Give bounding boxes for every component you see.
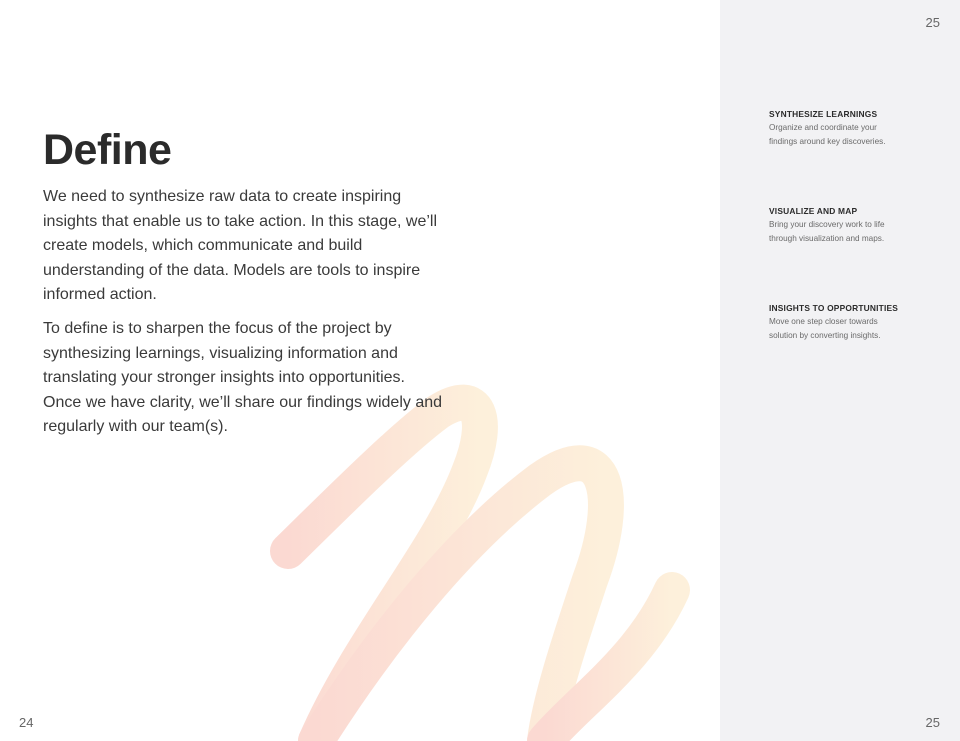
description-line: findings around key discoveries.	[769, 136, 886, 146]
page-title: Define	[43, 126, 172, 174]
define-paragraph: To define is to sharpen the focus of the project by synthesizing learnings, visualizing information and translating your stronger insights into opportunities. Once we have clarity, we’ll share our findings widely and regularly with our team(s).	[43, 319, 443, 436]
description-line: solution by converting insights.	[769, 330, 881, 340]
description-line: Organize and coordinate your	[769, 123, 877, 132]
section-heading: INSIGHTS TO OPPORTUNITIES	[769, 303, 899, 313]
section-description	[769, 315, 949, 342]
intro-paragraph: We need to synthesize raw data to create inspiring insights that enable us to take action. In this stage, we’ll create models, which communicate and build understanding of the data. Models are tools to inspire informed action.	[43, 188, 438, 304]
page-number-left: 24	[19, 715, 34, 730]
section-heading: SYNTHESIZE LEARNINGS	[769, 109, 878, 119]
description-line: Move one step closer towards	[769, 317, 878, 326]
section-synthesize-learnings	[769, 109, 949, 206]
description-line: through visualization and maps.	[769, 233, 885, 243]
section-insights-to-opportunities	[769, 303, 949, 400]
body-text	[43, 185, 443, 449]
section-description	[769, 218, 949, 245]
section-heading: VISUALIZE AND MAP	[769, 206, 858, 216]
page-number-right-top: 25	[925, 15, 940, 30]
section-visualize-and-map	[769, 206, 949, 303]
section-description	[769, 121, 949, 148]
description-line: Bring your discovery work to life	[769, 220, 885, 229]
page-number-right-bottom: 25	[925, 715, 940, 730]
right-page	[720, 0, 960, 741]
phase-sections	[769, 109, 949, 400]
